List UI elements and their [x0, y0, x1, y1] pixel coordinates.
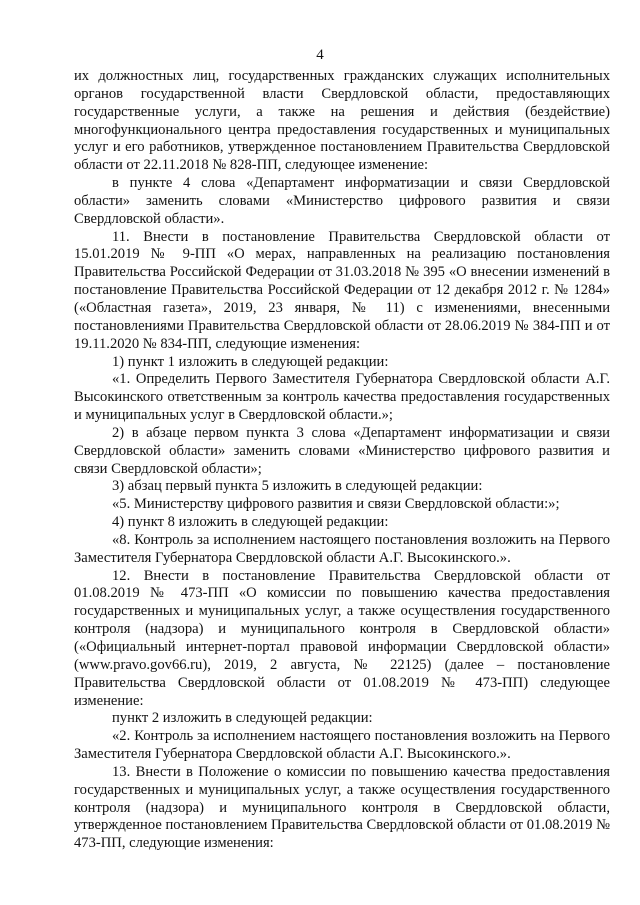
paragraph: «2. Контроль за исполнением настоящего постановления возложить на Первого Заместителя Губернатора Свердловской области А.Г. Высокинского.».: [74, 728, 610, 763]
paragraph: в пункте 4 слова «Департамент информатизации и связи Свердловской области» заменить словами «Министерство цифрового развития и связи Свердловской области».: [74, 175, 610, 227]
paragraph: 4) пункт 8 изложить в следующей редакции:: [112, 514, 389, 531]
paragraph: 3) абзац первый пункта 5 изложить в следующей редакции:: [112, 478, 483, 495]
page-number: 4: [316, 47, 324, 63]
paragraph: «5. Министерству цифрового развития и связи Свердловской области:»;: [112, 496, 560, 513]
paragraph: 2) в абзаце первом пункта 3 слова «Департамент информатизации и связи Свердловской области» заменить словами «Министерство цифрового развития и связи Свердловской области»;: [74, 424, 610, 477]
paragraph: 1) пункт 1 изложить в следующей редакции:: [112, 353, 389, 370]
paragraph: «8. Контроль за исполнением настоящего постановления возложить на Первого Заместителя Губернатора Свердловской области А.Г. Высокинского.».: [74, 531, 610, 566]
paragraph-item-12: 12. Внести в постановление Правительства Свердловской области от 01.08.2019 № 473-ПП «О комиссии по повышению качества предоставления государственных и муниципальных услуг, а также осуществления государственного контроля (надзора) и муниципального контроля в Свердловской области» («Официальный интернет-портал правовой информации Свердловской области» (www.pravo.gov66.ru), 2019, 2 августа, № 22125) (далее – постановление Правительства Свердловской области от 01.08.2019 № 473-ПП) следующее изменение:: [74, 567, 610, 709]
paragraph-item-13: 13. Внести в Положение о комиссии по повышению качества предоставления государственных и муниципальных услуг, а также осуществления государственного контроля (надзора) и муниципального контроля в Свердловской области, утвержденное постановлением Правительства Свердловской области от 01.08.2019 № 473-ПП, следующие изменения:: [74, 763, 610, 852]
paragraph-continuation: их должностных лиц, государственных гражданских служащих исполнительных органов государственной власти Свердловской области, предоставляющих государственные услуги, а также на решения и действия (бездействие) многофункционального центра предоставления государственных и муниципальных услуг и его работников, утвержденное постановлением Правительства Свердловской области от 22.11.2018 № 828-ПП, следующее изменение:: [74, 68, 610, 174]
paragraph-item-11: 11. Внести в постановление Правительства Свердловской области от 15.01.2019 № 9-ПП «О мерах, направленных на реализацию постановления Правительства Российской Федерации от 31.03.2018 № 395 «О внесении изменений в постановление Правительства Российской Федерации от 12 декабря 2012 г. № 1284» («Областная газета», 2019, 23 января, № 11) с изменениями, внесенными постановлениями Правительства Свердловской области от 28.06.2019 № 384-ПП и от 19.11.2020 № 834-ПП, следующие изменения:: [74, 228, 610, 352]
document-body: [74, 68, 610, 853]
paragraph: «1. Определить Первого Заместителя Губернатора Свердловской области А.Г. Высокинского ответственным за контроль качества предоставления государственных и муниципальных услуг в Свердловской области.»;: [74, 371, 610, 424]
paragraph: пункт 2 изложить в следующей редакции:: [112, 710, 373, 727]
